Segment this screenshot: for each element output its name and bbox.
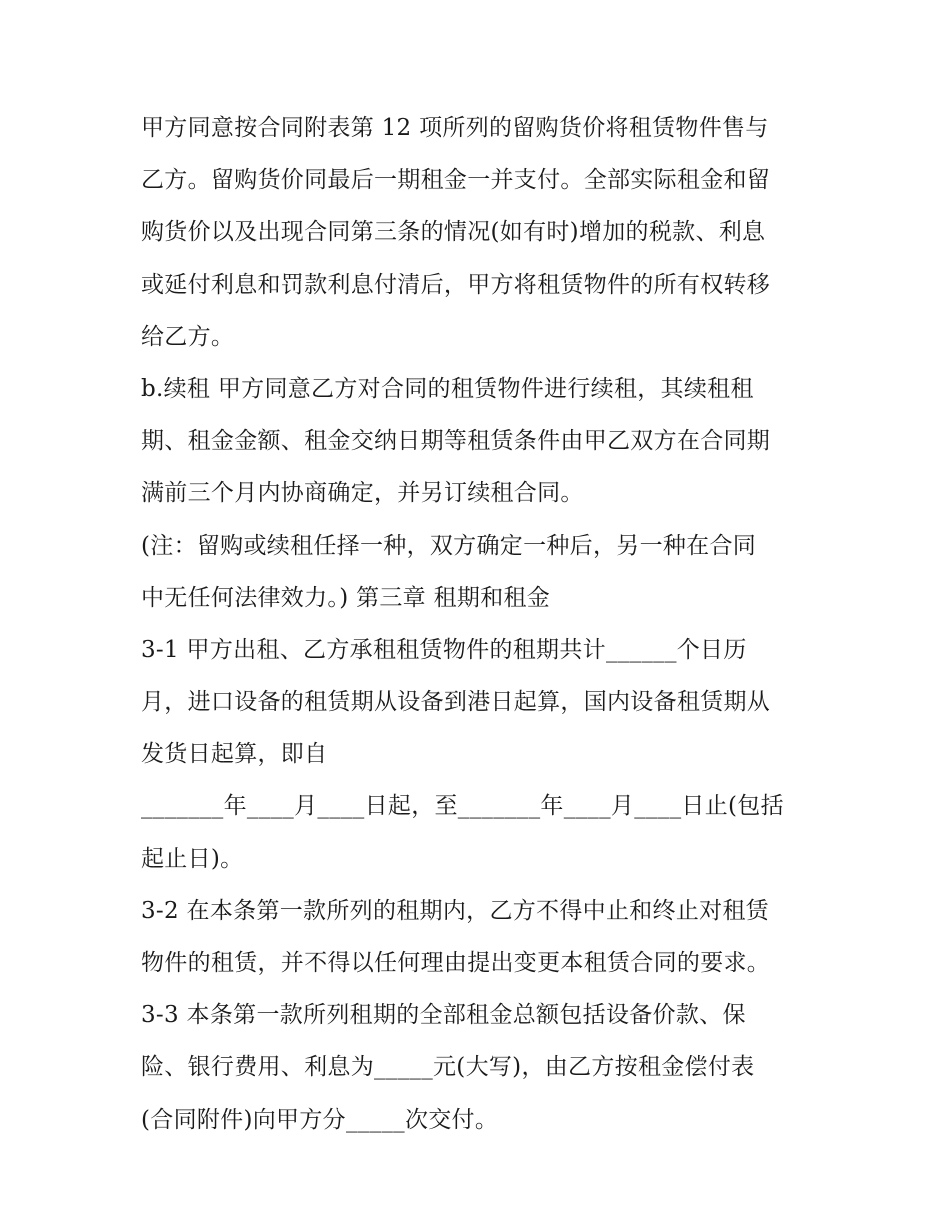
text-line: 满前三个月内协商确定，并另订续租合同。 xyxy=(141,480,584,507)
text-line: 甲方同意按合同附表第 12 项所列的留购货价将租赁物件售与 xyxy=(141,115,769,141)
text-line: 购货价以及出现合同第三条的情况(如有时)增加的税款、利息 xyxy=(141,219,766,246)
text-line: 3-3 本条第一款所列租期的全部租金总额包括设备价款、保 xyxy=(141,1002,746,1029)
text-line: 期、租金金额、租金交纳日期等租赁条件由甲乙双方在合同期 xyxy=(141,428,771,455)
text-line: 月，进口设备的租赁期从设备到港日起算，国内设备租赁期从 xyxy=(141,689,771,716)
text-line: 3-1 甲方出租、乙方承租租赁物件的租期共计______个日历 xyxy=(141,636,747,663)
text-line: (合同附件)向甲方分_____次交付。 xyxy=(141,1106,499,1133)
text-line: 给乙方。 xyxy=(141,323,235,350)
contract-text-body xyxy=(141,102,821,1146)
text-line: _______年____月____日起，至_______年____月____日止(包括 xyxy=(141,793,784,820)
text-line: 3-2 在本条第一款所列的租期内，乙方不得中止和终止对租赁 xyxy=(141,897,770,924)
text-line: 或延付利息和罚款利息付清后，甲方将租赁物件的所有权转移 xyxy=(141,271,771,298)
text-line: (注：留购或续租任择一种，双方确定一种后，另一种在合同 xyxy=(141,532,757,559)
text-line: 起止日)。 xyxy=(141,845,244,872)
text-line: 发货日起算，即自 xyxy=(141,741,328,768)
text-line: b.续租 甲方同意乙方对合同的租赁物件进行续租，其续租租 xyxy=(141,375,754,402)
text-line: 乙方。留购货价同最后一期租金一并支付。全部实际租金和留 xyxy=(141,167,771,194)
text-line: 物件的租赁，并不得以任何理由提出变更本租赁合同的要求。 xyxy=(141,950,771,976)
text-line: 中无任何法律效力。) 第三章 租期和租金 xyxy=(141,584,551,611)
text-line: 险、银行费用、利息为_____元(大写)，由乙方按租金偿付表 xyxy=(141,1054,755,1081)
